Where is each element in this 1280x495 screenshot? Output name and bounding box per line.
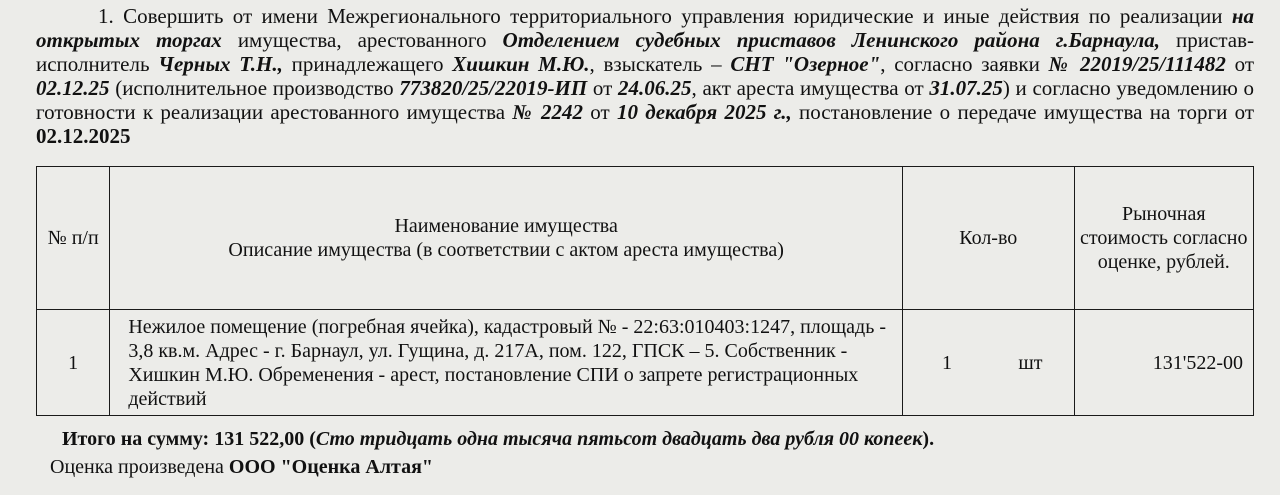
emphasis-span: 773820/25/22019-ИП bbox=[399, 76, 588, 100]
row-qty: 1 bbox=[942, 351, 952, 374]
emphasis-span: на открытых торгах bbox=[36, 4, 1254, 52]
header-name bbox=[110, 167, 903, 310]
header-name-line2: Описание имущества (в соответствии с актом ареста имущества) bbox=[228, 239, 784, 261]
row-qty-cell bbox=[903, 310, 1075, 416]
text-span: от bbox=[1225, 52, 1255, 76]
table-header-row bbox=[37, 167, 1254, 310]
row-num: 1 bbox=[37, 310, 110, 416]
header-num: № п/п bbox=[37, 167, 110, 310]
text-span: от bbox=[582, 100, 617, 124]
header-price: Рыночная стоимость согласно оценке, рублей. bbox=[1074, 167, 1253, 310]
emphasis-span: 10 декабря 2025 г., bbox=[616, 100, 792, 124]
text-span: (исполнительное производство bbox=[109, 76, 400, 100]
emphasis-span: 02.12.2025 bbox=[36, 124, 131, 148]
row-price: 131'522-00 bbox=[1074, 310, 1253, 416]
text-span: , взыскатель – bbox=[589, 52, 731, 76]
header-qty: Кол-во bbox=[903, 167, 1075, 310]
emphasis-span: Хишкин М.Ю. bbox=[452, 52, 590, 76]
property-table bbox=[36, 166, 1254, 416]
instruction-paragraph bbox=[36, 4, 1254, 148]
total-line bbox=[62, 428, 934, 451]
header-name-line1: Наименование имущества bbox=[394, 215, 618, 237]
row-description: Нежилое помещение (погребная ячейка), кадастровый № - 22:63:010403:1247, площадь - 3,8 кв.м. Адрес - г. Барнаул, ул. Гущина, д. 217А, пом. 122, ГПСК – 5. Собственник - Хишкин М.Ю. Обременения - арест, постановление СПИ о запрете регистрационных действий bbox=[110, 310, 903, 416]
row-qty-wrap bbox=[904, 351, 1073, 375]
text-span: 1. Совершить от имени Межрегионального территориального управления юридические и иные действия по реализации bbox=[98, 4, 1232, 28]
text-span: ) и согласно уведомлению о готовности к реализации арестованного имущества bbox=[36, 76, 1254, 124]
text-span: имущества, арестованного bbox=[221, 28, 503, 52]
emphasis-span: Отделением судебных приставов Ленинского района г.Барнаула, bbox=[502, 28, 1161, 52]
text-span: , акт ареста имущества от bbox=[691, 76, 930, 100]
text-span: принадлежащего bbox=[282, 52, 453, 76]
emphasis-span: № 2242 bbox=[512, 100, 583, 124]
total-close: ). bbox=[922, 428, 935, 450]
text-span: , согласно заявки bbox=[880, 52, 1049, 76]
appraisal-org: ООО "Оценка Алтая" bbox=[228, 456, 434, 478]
text-span: от bbox=[587, 76, 618, 100]
emphasis-span: СНТ "Озерное" bbox=[730, 52, 881, 76]
emphasis-span: Черных Т.Н., bbox=[158, 52, 283, 76]
total-words: Сто тридцать одна тысяча пятьсот двадцать два рубля 00 копеек bbox=[315, 428, 923, 450]
total-label: Итого на сумму: 131 522,00 ( bbox=[62, 428, 316, 450]
emphasis-span: 02.12.25 bbox=[36, 76, 110, 100]
appraisal-label: Оценка произведена bbox=[50, 456, 229, 478]
text-span: постановление о передаче имущества на торги от bbox=[791, 100, 1255, 124]
row-unit: шт bbox=[1018, 351, 1043, 374]
emphasis-span: 31.07.25 bbox=[929, 76, 1003, 100]
emphasis-span: № 22019/25/111482 bbox=[1048, 52, 1226, 76]
text-span: пристав-исполнитель bbox=[36, 28, 1254, 76]
emphasis-span: 24.06.25 bbox=[618, 76, 692, 100]
appraisal-line bbox=[50, 456, 433, 479]
table-row bbox=[37, 310, 1254, 416]
